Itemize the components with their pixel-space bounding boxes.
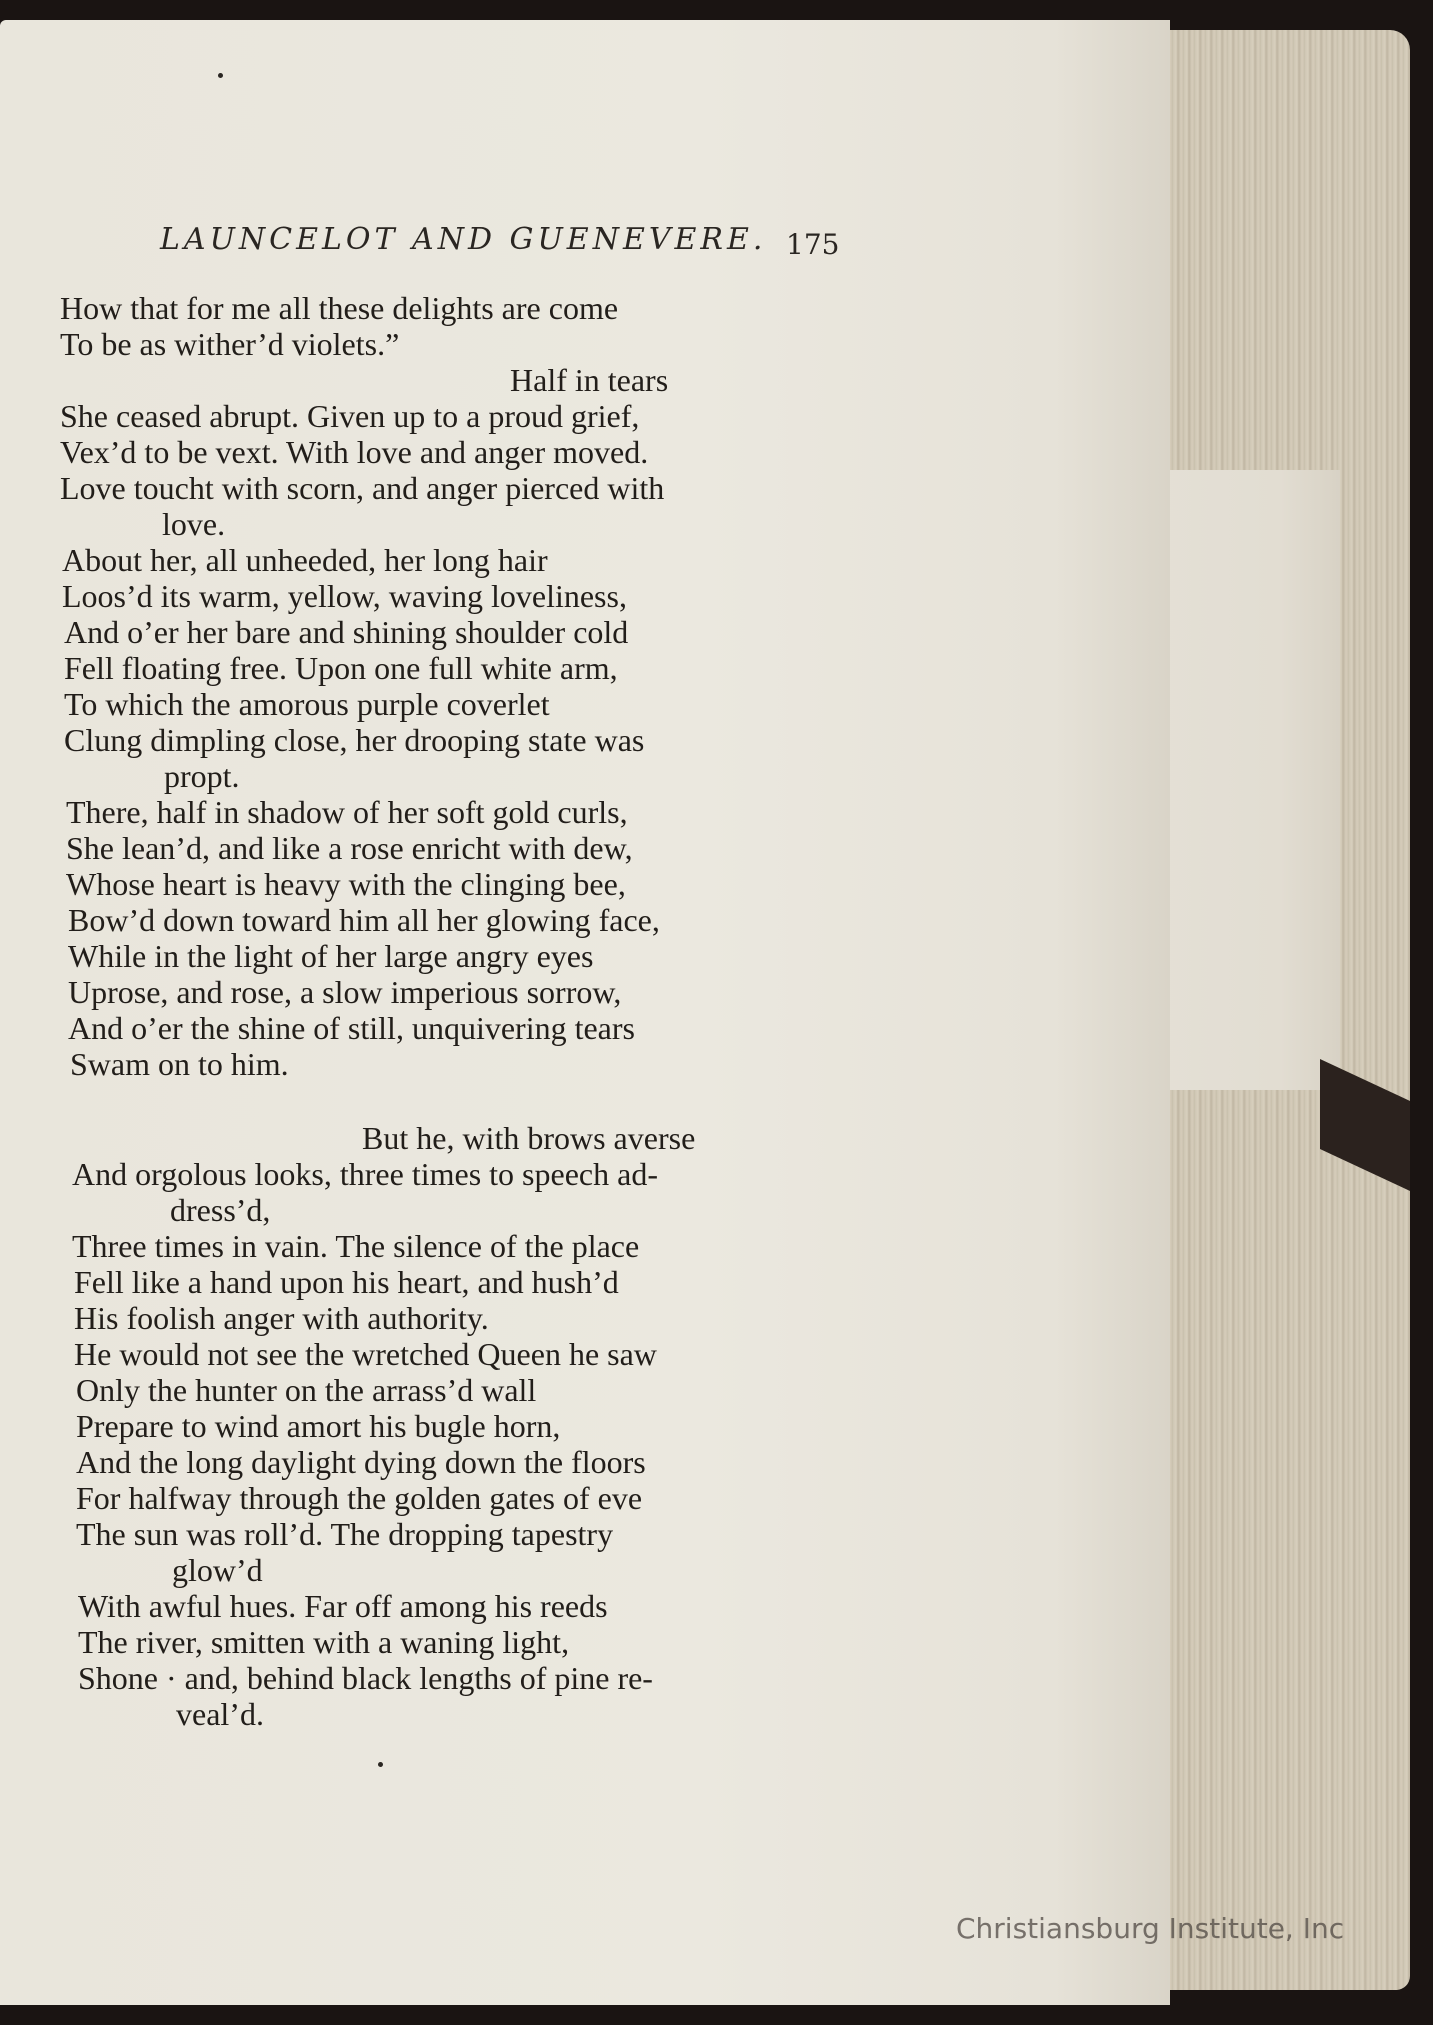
poem-line: And o’er the shine of still, unquivering tears bbox=[68, 1010, 635, 1046]
poem-line: Fell like a hand upon his heart, and hush’d bbox=[74, 1264, 619, 1300]
poem-line: Swam on to him. bbox=[70, 1046, 289, 1082]
poem-line: Prepare to wind amort his bugle horn, bbox=[76, 1408, 561, 1444]
poem-line: But he, with brows averse bbox=[362, 1120, 696, 1156]
watermark: Christiansburg Institute, Inc bbox=[956, 1912, 1345, 1945]
poem-line: She ceased abrupt. Given up to a proud grief, bbox=[60, 398, 640, 434]
poem-line: With awful hues. Far off among his reeds bbox=[78, 1588, 608, 1624]
poem-line: For halfway through the golden gates of eve bbox=[76, 1480, 643, 1516]
poem-line: While in the light of her large angry eyes bbox=[68, 938, 594, 974]
page-number: 175 bbox=[786, 228, 840, 261]
poem-line: The sun was roll’d. The dropping tapestry bbox=[76, 1516, 614, 1552]
poem-line: To which the amorous purple coverlet bbox=[64, 686, 550, 722]
poem-line: Shone · and, behind black lengths of pine re- bbox=[78, 1660, 653, 1696]
poem-line: Only the hunter on the arrass’d wall bbox=[76, 1372, 537, 1408]
ink-speck bbox=[378, 1762, 383, 1767]
poem-line: His foolish anger with authority. bbox=[74, 1300, 489, 1336]
poem-line: Uprose, and rose, a slow imperious sorrow, bbox=[68, 974, 622, 1010]
poem-line: To be as wither’d violets.” bbox=[60, 326, 400, 362]
poem-line: The river, smitten with a waning light, bbox=[78, 1624, 570, 1660]
poem-line: Bow’d down toward him all her glowing face, bbox=[68, 902, 660, 938]
poem-line: veal’d. bbox=[176, 1696, 264, 1732]
poem-line: dress’d, bbox=[170, 1192, 271, 1228]
poem-line: Fell floating free. Upon one full white arm, bbox=[64, 650, 618, 686]
poem-line: Whose heart is heavy with the clinging bee, bbox=[66, 866, 626, 902]
poem-line: He would not see the wretched Queen he saw bbox=[74, 1336, 657, 1372]
poem-line: About her, all unheeded, her long hair bbox=[62, 542, 548, 578]
poem-line: love. bbox=[162, 506, 226, 542]
poem-line: Three times in vain. The silence of the place bbox=[72, 1228, 640, 1264]
poem-line: Loos’d its warm, yellow, waving loveliness, bbox=[62, 578, 627, 614]
poem-line: glow’d bbox=[172, 1552, 263, 1588]
poem-line: Love toucht with scorn, and anger pierced with bbox=[60, 470, 665, 506]
poem-line: Clung dimpling close, her drooping state was bbox=[64, 722, 645, 758]
poem-line: She lean’d, and like a rose enricht with dew, bbox=[66, 830, 633, 866]
ink-speck bbox=[218, 73, 223, 78]
page-edge-highlight bbox=[1140, 470, 1340, 1090]
poem-line: There, half in shadow of her soft gold curls, bbox=[66, 794, 628, 830]
running-title: LAUNCELOT AND GUENEVERE. bbox=[160, 222, 767, 257]
poem-line: Vex’d to be vext. With love and anger moved. bbox=[60, 434, 649, 470]
poem-line: How that for me all these delights are come bbox=[60, 290, 619, 326]
poem-line: And o’er her bare and shining shoulder cold bbox=[64, 614, 629, 650]
poem-line: And orgolous looks, three times to speech ad- bbox=[72, 1156, 658, 1192]
poem-line: Half in tears bbox=[510, 362, 669, 398]
poem-line: And the long daylight dying down the floors bbox=[76, 1444, 646, 1480]
poem-line: propt. bbox=[164, 758, 240, 794]
